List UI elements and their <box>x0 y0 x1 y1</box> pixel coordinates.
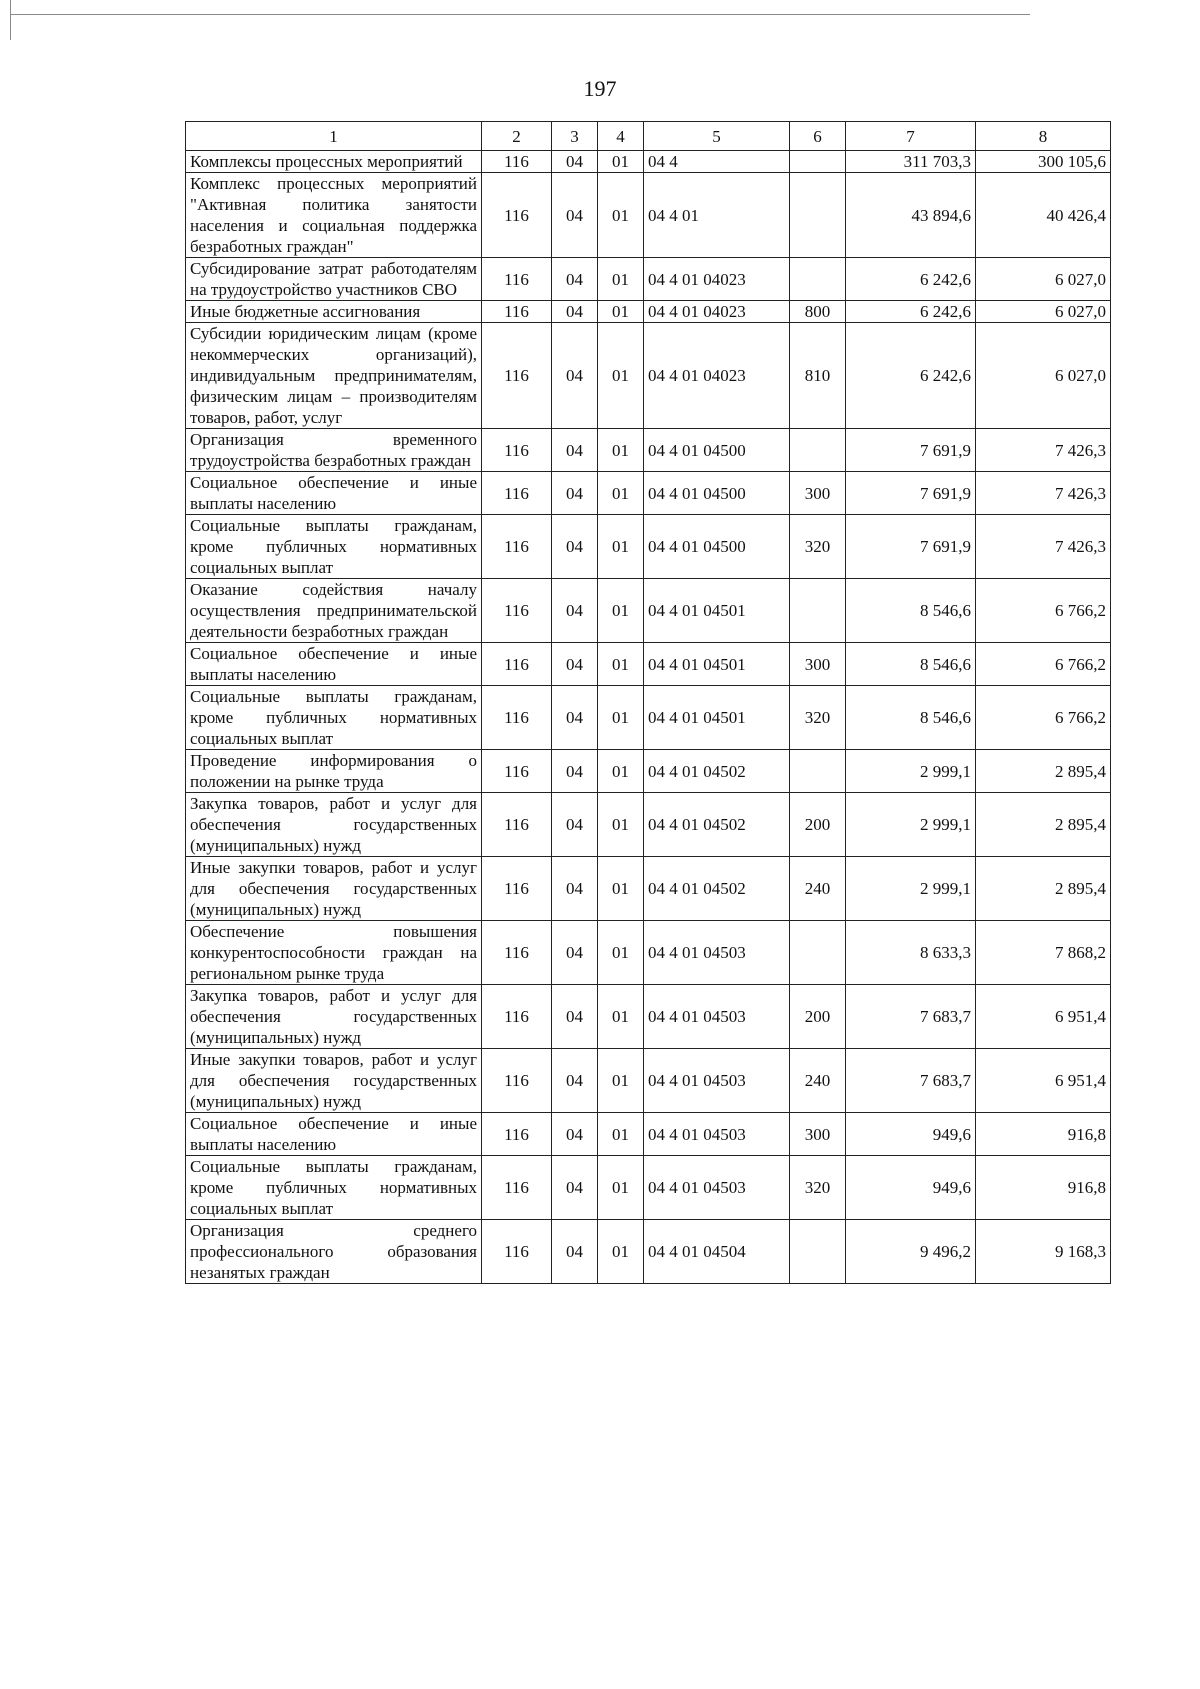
table-row <box>186 1156 1111 1220</box>
row-subsection-code: 01 <box>598 793 644 857</box>
row-expense-type <box>790 429 846 472</box>
row-amount-8: 7 426,3 <box>976 429 1111 472</box>
row-name: Социальные выплаты гражданам, кроме публичных нормативных социальных выплат <box>186 1156 482 1220</box>
row-amount-8: 6 027,0 <box>976 301 1111 323</box>
row-expense-type: 200 <box>790 793 846 857</box>
row-name: Комплексы процессных мероприятий <box>186 151 482 173</box>
header-col-8: 8 <box>976 122 1111 151</box>
row-expense-type: 320 <box>790 1156 846 1220</box>
row-subsection-code: 01 <box>598 472 644 515</box>
row-subsection-code: 01 <box>598 1156 644 1220</box>
row-amount-8: 2 895,4 <box>976 793 1111 857</box>
row-subsection-code: 01 <box>598 643 644 686</box>
page-number: 197 <box>583 76 617 101</box>
row-ministry-code: 116 <box>482 643 552 686</box>
row-target-article: 04 4 01 04503 <box>644 1113 790 1156</box>
row-expense-type: 240 <box>790 857 846 921</box>
budget-table <box>185 121 1111 1284</box>
row-name: Социальное обеспечение и иные выплаты населению <box>186 643 482 686</box>
table-row <box>186 1049 1111 1113</box>
header-col-4: 4 <box>598 122 644 151</box>
table-row <box>186 686 1111 750</box>
row-target-article: 04 4 01 04502 <box>644 750 790 793</box>
row-name: Иные закупки товаров, работ и услуг для обеспечения государственных (муниципальных) нужд <box>186 857 482 921</box>
row-target-article: 04 4 <box>644 151 790 173</box>
table-row <box>186 258 1111 301</box>
row-amount-8: 6 027,0 <box>976 258 1111 301</box>
row-amount-7: 6 242,6 <box>846 301 976 323</box>
row-amount-7: 949,6 <box>846 1156 976 1220</box>
table-row <box>186 472 1111 515</box>
row-expense-type: 320 <box>790 515 846 579</box>
table-row <box>186 579 1111 643</box>
row-expense-type <box>790 1220 846 1284</box>
row-target-article: 04 4 01 04500 <box>644 515 790 579</box>
row-amount-7: 8 546,6 <box>846 686 976 750</box>
row-target-article: 04 4 01 04503 <box>644 1049 790 1113</box>
row-amount-8: 300 105,6 <box>976 151 1111 173</box>
row-section-code: 04 <box>552 472 598 515</box>
row-amount-7: 7 691,9 <box>846 429 976 472</box>
row-amount-8: 9 168,3 <box>976 1220 1111 1284</box>
row-amount-7: 8 633,3 <box>846 921 976 985</box>
table-row <box>186 515 1111 579</box>
row-subsection-code: 01 <box>598 857 644 921</box>
table-row <box>186 793 1111 857</box>
row-section-code: 04 <box>552 429 598 472</box>
row-expense-type: 810 <box>790 323 846 429</box>
table-row <box>186 643 1111 686</box>
row-amount-7: 2 999,1 <box>846 750 976 793</box>
row-ministry-code: 116 <box>482 1156 552 1220</box>
row-expense-type <box>790 173 846 258</box>
row-ministry-code: 116 <box>482 793 552 857</box>
row-name: Комплекс процессных мероприятий "Активная политика занятости населения и социальная поддержка безработных граждан" <box>186 173 482 258</box>
row-ministry-code: 116 <box>482 921 552 985</box>
row-ministry-code: 116 <box>482 857 552 921</box>
row-section-code: 04 <box>552 323 598 429</box>
row-target-article: 04 4 01 04023 <box>644 323 790 429</box>
row-expense-type <box>790 750 846 793</box>
row-section-code: 04 <box>552 686 598 750</box>
row-section-code: 04 <box>552 301 598 323</box>
scan-edge-left <box>10 0 11 40</box>
row-expense-type: 300 <box>790 643 846 686</box>
row-section-code: 04 <box>552 151 598 173</box>
row-ministry-code: 116 <box>482 1220 552 1284</box>
row-ministry-code: 116 <box>482 515 552 579</box>
row-ministry-code: 116 <box>482 173 552 258</box>
table-row <box>186 750 1111 793</box>
row-target-article: 04 4 01 04023 <box>644 301 790 323</box>
row-target-article: 04 4 01 04503 <box>644 1156 790 1220</box>
row-name: Организация среднего профессионального образования незанятых граждан <box>186 1220 482 1284</box>
row-section-code: 04 <box>552 793 598 857</box>
row-name: Субсидии юридическим лицам (кроме некоммерческих организаций), индивидуальным предпринимателям, физическим лицам – производителям товаров, работ, услуг <box>186 323 482 429</box>
row-subsection-code: 01 <box>598 258 644 301</box>
row-ministry-code: 116 <box>482 151 552 173</box>
row-name: Социальное обеспечение и иные выплаты населению <box>186 1113 482 1156</box>
row-amount-8: 6 766,2 <box>976 686 1111 750</box>
row-amount-7: 8 546,6 <box>846 579 976 643</box>
row-target-article: 04 4 01 04502 <box>644 793 790 857</box>
row-section-code: 04 <box>552 985 598 1049</box>
header-col-3: 3 <box>552 122 598 151</box>
header-col-7: 7 <box>846 122 976 151</box>
row-ministry-code: 116 <box>482 985 552 1049</box>
row-ministry-code: 116 <box>482 472 552 515</box>
row-target-article: 04 4 01 04501 <box>644 643 790 686</box>
row-ministry-code: 116 <box>482 1049 552 1113</box>
row-subsection-code: 01 <box>598 1113 644 1156</box>
row-target-article: 04 4 01 <box>644 173 790 258</box>
row-expense-type: 300 <box>790 1113 846 1156</box>
table-body <box>186 151 1111 1284</box>
row-ministry-code: 116 <box>482 429 552 472</box>
row-amount-7: 311 703,3 <box>846 151 976 173</box>
row-target-article: 04 4 01 04501 <box>644 686 790 750</box>
row-target-article: 04 4 01 04502 <box>644 857 790 921</box>
row-target-article: 04 4 01 04503 <box>644 921 790 985</box>
row-target-article: 04 4 01 04023 <box>644 258 790 301</box>
row-subsection-code: 01 <box>598 151 644 173</box>
row-amount-8: 2 895,4 <box>976 857 1111 921</box>
row-expense-type <box>790 921 846 985</box>
row-expense-type <box>790 151 846 173</box>
row-section-code: 04 <box>552 515 598 579</box>
row-amount-8: 6 951,4 <box>976 1049 1111 1113</box>
row-name: Закупка товаров, работ и услуг для обеспечения государственных (муниципальных) нужд <box>186 985 482 1049</box>
row-subsection-code: 01 <box>598 323 644 429</box>
row-amount-8: 40 426,4 <box>976 173 1111 258</box>
row-amount-8: 6 951,4 <box>976 985 1111 1049</box>
row-section-code: 04 <box>552 1049 598 1113</box>
row-amount-8: 7 868,2 <box>976 921 1111 985</box>
row-section-code: 04 <box>552 1220 598 1284</box>
row-amount-7: 43 894,6 <box>846 173 976 258</box>
row-ministry-code: 116 <box>482 750 552 793</box>
row-subsection-code: 01 <box>598 1220 644 1284</box>
row-amount-8: 6 766,2 <box>976 643 1111 686</box>
row-name: Организация временного трудоустройства безработных граждан <box>186 429 482 472</box>
row-name: Оказание содействия началу осуществления предпринимательской деятельности безработных граждан <box>186 579 482 643</box>
row-name: Проведение информирования о положении на рынке труда <box>186 750 482 793</box>
table-row <box>186 323 1111 429</box>
row-amount-7: 7 691,9 <box>846 515 976 579</box>
row-section-code: 04 <box>552 750 598 793</box>
row-ministry-code: 116 <box>482 1113 552 1156</box>
row-subsection-code: 01 <box>598 686 644 750</box>
row-name: Обеспечение повышения конкурентоспособности граждан на региональном рынке труда <box>186 921 482 985</box>
row-amount-7: 7 683,7 <box>846 985 976 1049</box>
row-amount-7: 8 546,6 <box>846 643 976 686</box>
row-amount-7: 949,6 <box>846 1113 976 1156</box>
row-subsection-code: 01 <box>598 985 644 1049</box>
row-name: Социальное обеспечение и иные выплаты населению <box>186 472 482 515</box>
row-name: Социальные выплаты гражданам, кроме публичных нормативных социальных выплат <box>186 686 482 750</box>
table-row <box>186 857 1111 921</box>
table-row <box>186 429 1111 472</box>
row-expense-type <box>790 579 846 643</box>
row-section-code: 04 <box>552 258 598 301</box>
row-name: Иные закупки товаров, работ и услуг для обеспечения государственных (муниципальных) нужд <box>186 1049 482 1113</box>
row-ministry-code: 116 <box>482 323 552 429</box>
row-expense-type: 300 <box>790 472 846 515</box>
row-ministry-code: 116 <box>482 579 552 643</box>
row-name: Закупка товаров, работ и услуг для обеспечения государственных (муниципальных) нужд <box>186 793 482 857</box>
row-expense-type: 240 <box>790 1049 846 1113</box>
row-target-article: 04 4 01 04500 <box>644 429 790 472</box>
row-amount-7: 2 999,1 <box>846 793 976 857</box>
row-amount-8: 2 895,4 <box>976 750 1111 793</box>
row-amount-8: 7 426,3 <box>976 472 1111 515</box>
row-subsection-code: 01 <box>598 579 644 643</box>
row-ministry-code: 116 <box>482 686 552 750</box>
row-amount-7: 9 496,2 <box>846 1220 976 1284</box>
table-row <box>186 301 1111 323</box>
row-section-code: 04 <box>552 173 598 258</box>
header-col-5: 5 <box>644 122 790 151</box>
scan-edge-top <box>10 14 1030 15</box>
row-subsection-code: 01 <box>598 173 644 258</box>
row-subsection-code: 01 <box>598 921 644 985</box>
header-col-2: 2 <box>482 122 552 151</box>
table-row <box>186 1113 1111 1156</box>
row-section-code: 04 <box>552 643 598 686</box>
row-amount-8: 6 027,0 <box>976 323 1111 429</box>
row-expense-type: 320 <box>790 686 846 750</box>
table-row <box>186 1220 1111 1284</box>
row-subsection-code: 01 <box>598 1049 644 1113</box>
row-name: Субсидирование затрат работодателям на трудоустройство участников СВО <box>186 258 482 301</box>
row-subsection-code: 01 <box>598 750 644 793</box>
row-section-code: 04 <box>552 921 598 985</box>
row-amount-7: 7 683,7 <box>846 1049 976 1113</box>
row-target-article: 04 4 01 04501 <box>644 579 790 643</box>
row-section-code: 04 <box>552 1113 598 1156</box>
row-amount-8: 7 426,3 <box>976 515 1111 579</box>
row-name: Социальные выплаты гражданам, кроме публичных нормативных социальных выплат <box>186 515 482 579</box>
row-subsection-code: 01 <box>598 301 644 323</box>
row-expense-type: 800 <box>790 301 846 323</box>
row-ministry-code: 116 <box>482 301 552 323</box>
row-subsection-code: 01 <box>598 515 644 579</box>
table-row <box>186 151 1111 173</box>
row-expense-type <box>790 258 846 301</box>
row-ministry-code: 116 <box>482 258 552 301</box>
row-amount-8: 6 766,2 <box>976 579 1111 643</box>
row-amount-8: 916,8 <box>976 1156 1111 1220</box>
row-section-code: 04 <box>552 1156 598 1220</box>
row-name: Иные бюджетные ассигнования <box>186 301 482 323</box>
row-section-code: 04 <box>552 857 598 921</box>
row-amount-8: 916,8 <box>976 1113 1111 1156</box>
table-header <box>186 122 1111 151</box>
row-expense-type: 200 <box>790 985 846 1049</box>
row-amount-7: 6 242,6 <box>846 323 976 429</box>
row-target-article: 04 4 01 04504 <box>644 1220 790 1284</box>
table-row <box>186 985 1111 1049</box>
row-section-code: 04 <box>552 579 598 643</box>
row-amount-7: 7 691,9 <box>846 472 976 515</box>
header-col-1: 1 <box>186 122 482 151</box>
header-row <box>186 122 1111 151</box>
row-target-article: 04 4 01 04503 <box>644 985 790 1049</box>
row-amount-7: 6 242,6 <box>846 258 976 301</box>
row-target-article: 04 4 01 04500 <box>644 472 790 515</box>
header-col-6: 6 <box>790 122 846 151</box>
row-amount-7: 2 999,1 <box>846 857 976 921</box>
table-row <box>186 173 1111 258</box>
row-subsection-code: 01 <box>598 429 644 472</box>
table-row <box>186 921 1111 985</box>
